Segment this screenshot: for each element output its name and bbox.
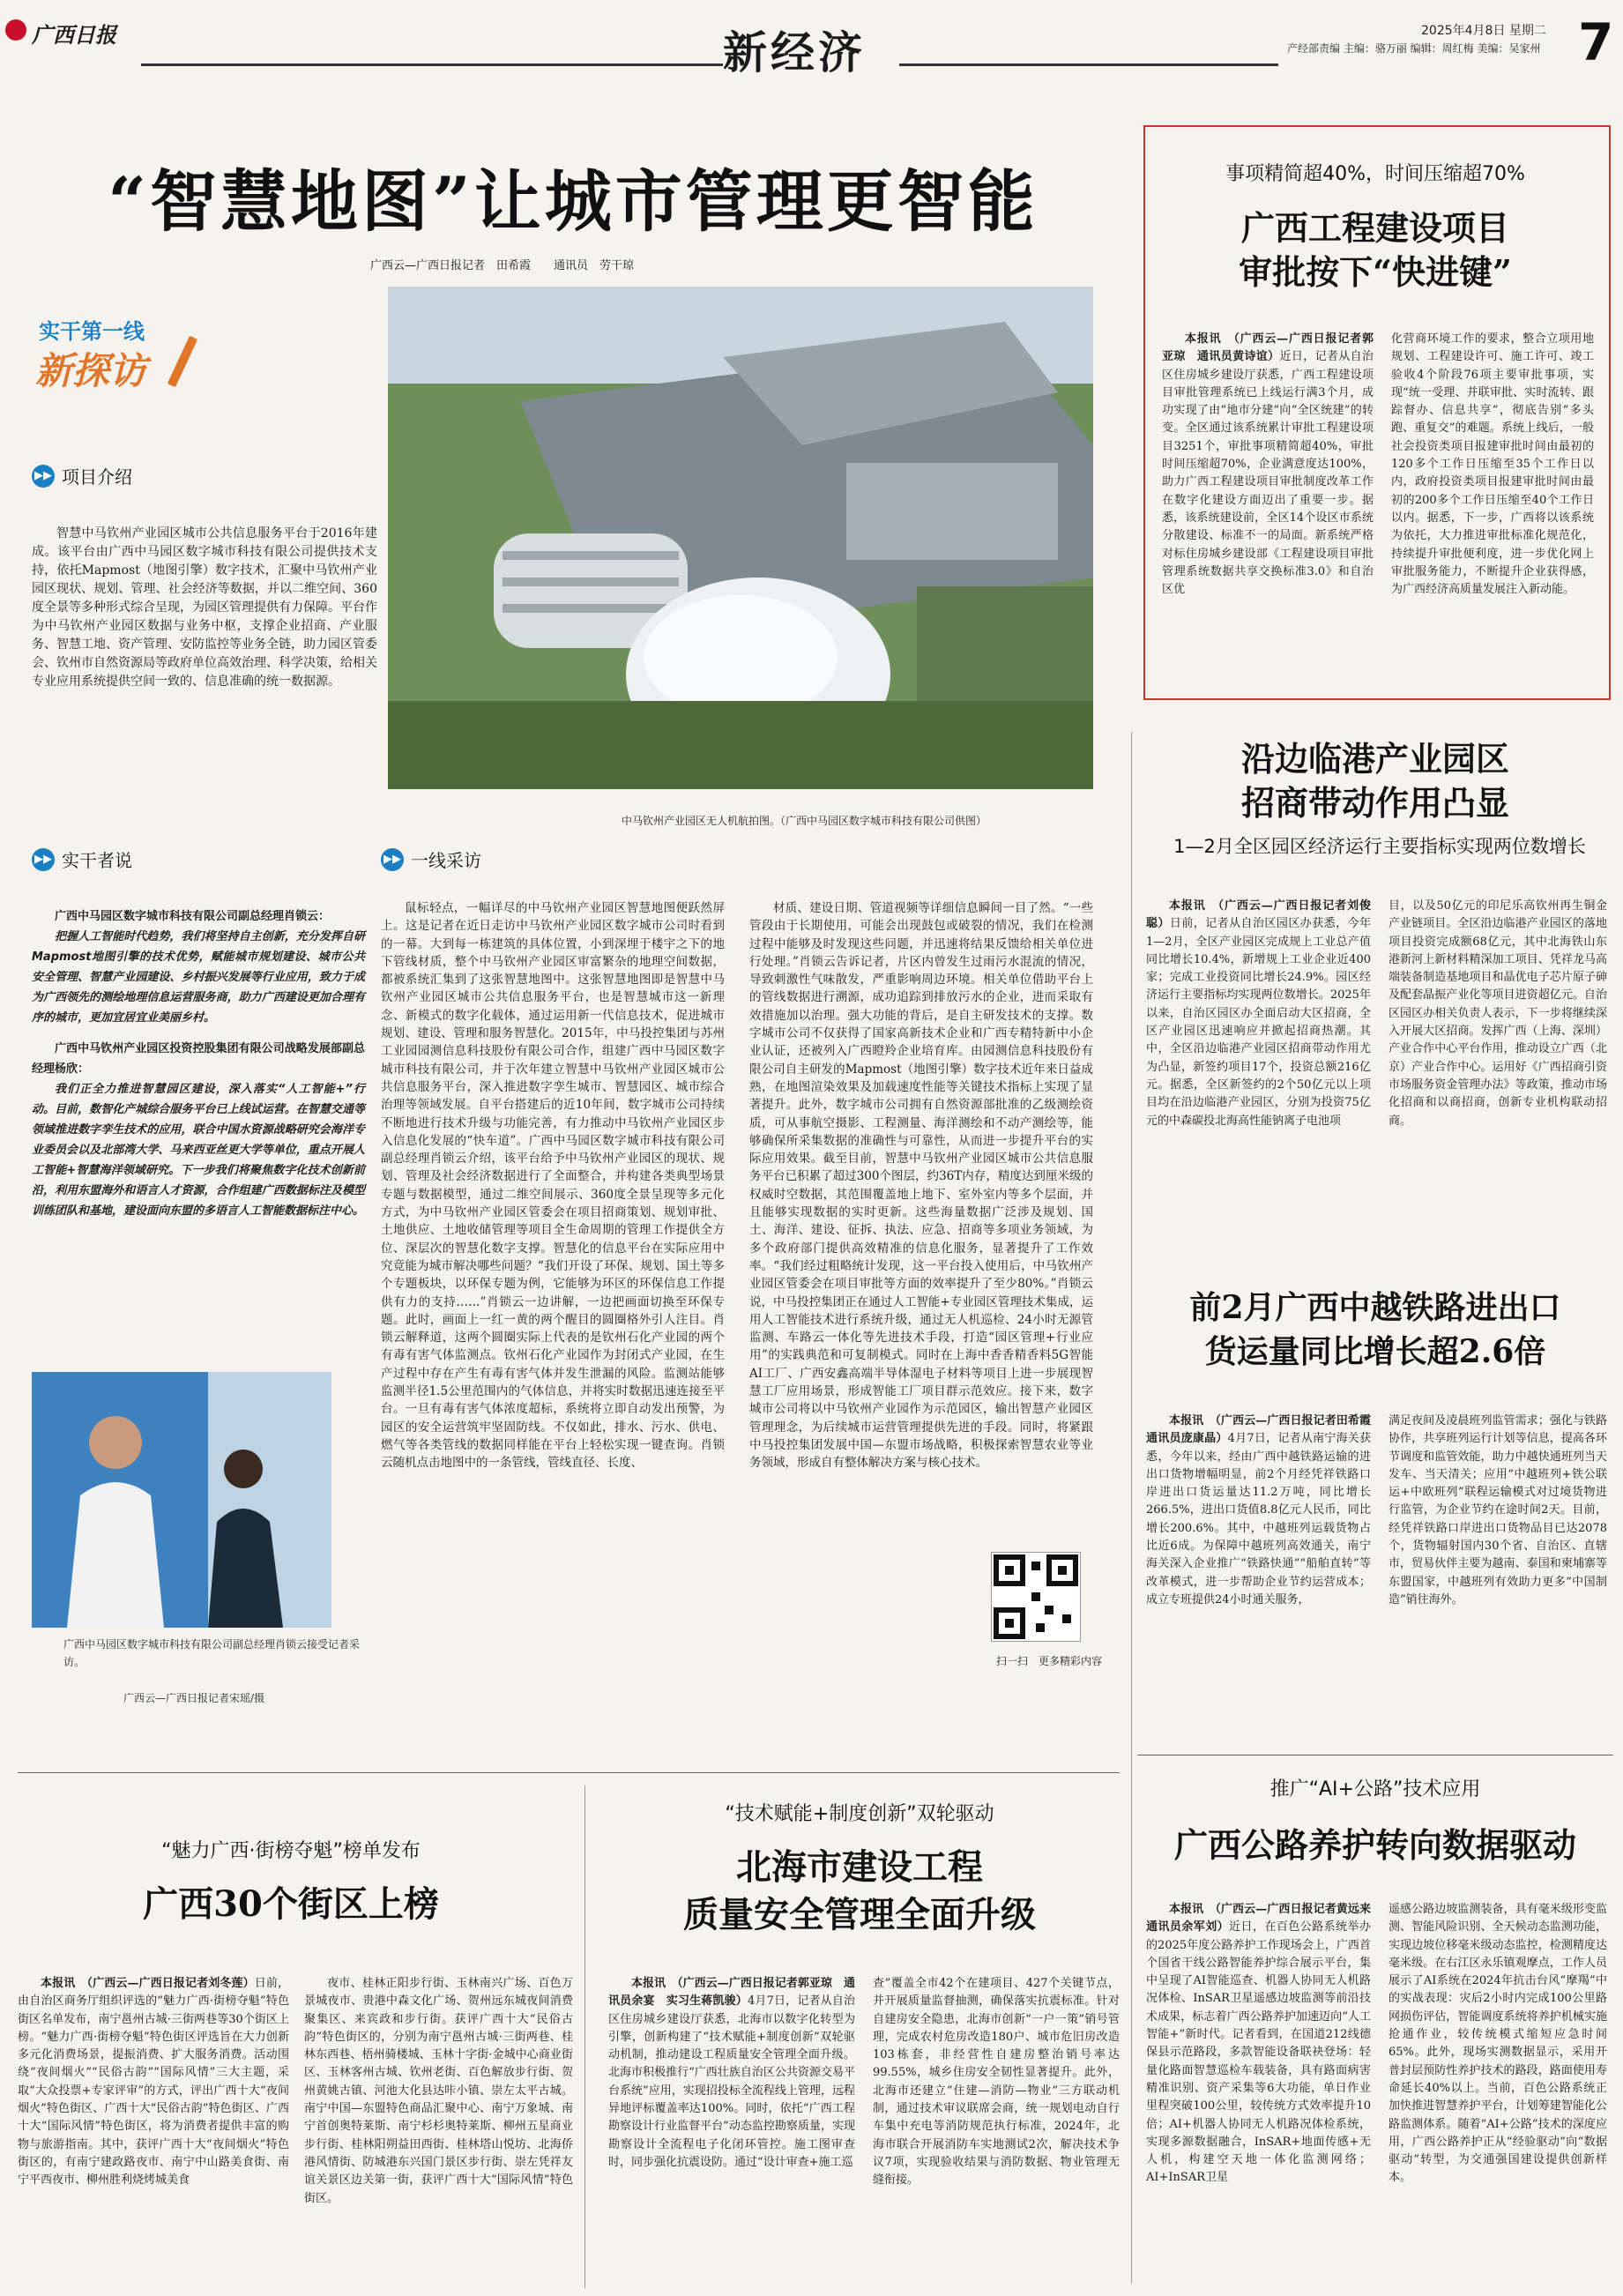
section-intro-tag: ▶▶ 项目介绍 bbox=[32, 463, 132, 488]
right-column-divider bbox=[1131, 732, 1132, 2284]
double-arrow-icon: ▶▶ bbox=[32, 848, 55, 871]
say1-text: 把握人工智能时代趋势，我们将坚持自主创新，充分发挥自研Mapmost地图引擎的技术优势，赋能城市规划建设、城市公共安全管理、智慧产业园建设、乡村振兴发展等行业应用，致力于成为广西领先的测绘地理信息运营服务商，助力广西建设更加合理有序的城市，更加宜居宜业美丽乡村。 bbox=[32, 930, 365, 1025]
rail-title-2: 货运量同比增长超2.6倍 bbox=[1204, 1333, 1546, 1370]
road-col-2: 遥感公路边坡监测装备，具有毫米级形变监测、智能风险识别、全天候动态监测功能，实现边坡位移毫米级动态监控，检测精度达毫米级。在右江区永乐镇观摩点，工作人员展示了AI系统在2024年抗击台风“摩羯”中的实战表现：灾后2小时内完成100公里路网损伤评估，智能调度系统将养护机械实施抢通作业，较传统模式缩短应急时间65%。此外，现场实测数据显示，采用开普封层预防性养护技术的路段，路面使用寿命延长40%以上。当前，百色公路系统正加快推进智慧养护平台，计划筹建智能化公路监测体系。随着“AI+公路”技术的深度应用，广西公路养护正从“经验驱动”向“数据驱动”转型，为交通强国建设提供创新样本。 bbox=[1388, 1903, 1607, 2185]
intro-text: 智慧中马钦州产业园区城市公共信息服务平台于2016年建成。该平台由广西中马园区数字城市科技有限公司提供技术支持，依托Mapmost（地图引擎）数字技术，汇聚中马钦州产业园区现状、规划、管理、社会经济等数据，并以二维空间、360度全景等多种形式综合呈现，为园区管理提供有力保障。平台作为中马钦州产业园区数据与业务中枢，支撑企业招商、产业服务、智慧工地、资产管理、安防监控等业务全链，助力园区管委会、钦州市自然资源局等政府单位高效治理、科学决策，给相关专业应用系统提供空间一致的、信息准确的统一数据源。 bbox=[32, 526, 377, 689]
hero-photo-caption: 中马钦州产业园区无人机航拍图。（广西中马园区数字城市科技有限公司供图） bbox=[622, 815, 987, 827]
rail-lead-in: 本报讯 （广西云—广西日报记者田希霞 通讯员庞康晶） bbox=[1146, 1414, 1383, 1446]
person-photo-caption: 广西中马园区数字城市科技有限公司副总经理肖锁云接受记者采访。 bbox=[63, 1638, 361, 1668]
park-col-2: 目，以及50亿元的印尼乐高钦州再生铜金产业链项目。全区沿边临港产业园区的落地项目投资完成额68亿元，其中北海铁山东港新河上新材料精深加工项目、凭祥龙马高端装备制造基地项目和晶优电子芯片原子砷及配套晶振产业化等项目进资超亿元。自治区园区办相关负责人表示，下一步将继续深入开展大区招商。发挥广西（上海、深圳）产业合作中心平台作用，推动设立广西（北京）产业合作中心。运用好《广西招商引资市场服务资金管理办法》等政策，推动市场化招商和以商招商，创新专业机构联动招商。 bbox=[1388, 899, 1607, 1128]
say1-heading: 广西中马园区数字城市科技有限公司副总经理肖锁云： bbox=[55, 910, 331, 923]
road-col-1: 本报讯 （广西云—广西日报记者黄远来 通讯员余军刘）近日，在百色公路系统举办的2025年度公路养护工作现场会上，广西首个国省干线公路智能养护综合展示平台，集中呈现了AI智能巡查、机器人协同无人机路况体检、InSAR卫星遥感边坡监测等前沿技术成果，标志着广西公路养护加速迈向“人工智能+”新时代。记者看到，在国道212线德保县示范路段，多款智能设备联袂登场：轻量化路面智慧巡检车载装备，具有路面病害精准识别、资产采集等6大功能，单日作业里程突破100公里，较传统方式效率提升10倍；AI+机器人协同无人机路况体检系统，实现多源数据融合，InSAR+地面传感+无人机，构建空天地一体化监测网络；AI+InSAR卫星 bbox=[1146, 1903, 1383, 2185]
lead-title: “智慧地图”让城市管理更智能 bbox=[108, 162, 1039, 241]
badge-main: 新探访 bbox=[35, 349, 147, 392]
street-col-1: 本报讯 （广西云—广西日报记者刘冬莲）日前，由自治区商务厅组织评选的“魅力广西·街榜夺魁”特色街区名单发布，南宁邕州古城·三街两巷等30个街区上榜。“魅力广西·街榜夺魁”特色街区评选旨在大力创新多元化消费场景，提振消费、扩大服务消费。活动围绕“夜间烟火”“民俗古韵”“国际风情”三大主题，采取“大众投票+专家评审”的方式，评出广西十大“夜间烟火”特色街区、广西十大“民俗古韵”特色街区、广西十大“国际风情”特色街区，将为消费者提供丰富的购物与旅游指南。其中，获评广西十大“夜间烟火”特色街区的，有南宁建政路夜市、南宁中山路美食街、南宁平西夜市、柳州胜利烧烤城美食 bbox=[18, 1977, 289, 2188]
rail-col-1: 本报讯 （广西云—广西日报记者田希霞 通讯员庞康晶）4月7日，记者从南宁海关获悉，今年以来，经由广西中越铁路运输的进出口货物增幅明显，前2个月经凭祥铁路口岸进出口货运量达11.2万吨，同比增长266.5%，进出口货值8.8亿元人民币，同比增长200.6%。其中，中越班列运载货物占比近6成。为保障中越班列高效通关，南宁海关深入企业推广“铁路快通”“船舶直转”等改革模式，进一步帮助企业节约运营成本；成立专班提供24小时通关服务， bbox=[1146, 1414, 1383, 1606]
road-lead-in: 本报讯 （广西云—广西日报记者黄远来 通讯员余军刘） bbox=[1146, 1903, 1383, 1934]
beihai-title-2: 质量安全管理全面升级 bbox=[683, 1894, 1036, 1935]
road-kicker: 推广“AI+公路”技术应用 bbox=[1269, 1778, 1481, 1800]
person-photo-credit: 广西云—广西日报记者宋瑶/摄 bbox=[123, 1692, 265, 1704]
street-title: 广西30个街区上榜 bbox=[143, 1883, 439, 1925]
hero-photo bbox=[388, 287, 1093, 789]
qr-code-icon bbox=[992, 1553, 1080, 1641]
editors-line: 产经部责编 主编：骆万丽 编辑：周红梅 美编：吴家州 bbox=[1287, 42, 1541, 55]
beihai-col-2: 查”覆盖全市42个在建项目、427个关键节点，并开展质量监督抽测，确保落实抗震标准。针对自建房安全隐患，北海市创新“一户一策”销号管理，完成农村危房改造180户、城市危旧房改造103栋套，非经营性自建房整治销号率达99.55%，城乡住房安全韧性显著提升。此外，北海市还建立“住建—消防—物业”三方联动机制，通过技术审议联席会商，统一规划电动自行车集中充电等消防规范执行标准，2024年，北海市联合开展消防车实地测试2次，解决技术争议7项，实现验收结果与消防数据、物业管理无缝衔接。 bbox=[873, 1977, 1120, 2188]
bottom-divider bbox=[18, 1772, 1120, 1773]
park-col-1: 本报讯 （广西云—广西日报记者刘俊聪）日前，记者从自治区园区办获悉，今年1—2月，全区产业园区完成规上工业总产值同比增长10.4%，新增规上工业企业近400家；完成工业投资同比增长24.9%。园区经济运行主要指标均实现两位数增长。2025年以来，自治区园区办全面启动大区招商，全区产业园区迅速响应并掀起招商热潮。其中，全区沿边临港产业园区招商带动作用尤为凸显，新签约项目17个，投资总额216亿元。据悉，全区新签约的2个50亿元以上项目均在沿边临港产业园区，分别为投资75亿元的中森碳投北海高性能钠离子电池项 bbox=[1146, 899, 1371, 1128]
logo-icon bbox=[5, 19, 26, 41]
hero-photo-illustration bbox=[388, 287, 1093, 789]
badge-top: 实干第一线 bbox=[39, 318, 145, 344]
beihai-kicker: “技术赋能+制度创新”双轮驱动 bbox=[725, 1803, 994, 1825]
lead-byline: 广西云—广西日报记者 田希霞 通讯员 劳干琼 bbox=[370, 259, 635, 272]
park-title-1: 沿边临港产业园区 bbox=[1240, 739, 1509, 779]
qr-caption: 扫一扫 更多精彩内容 bbox=[996, 1655, 1103, 1667]
person-photo bbox=[32, 1372, 331, 1628]
park-title-2: 招商带动作用凸显 bbox=[1240, 783, 1509, 823]
park-lead-in: 本报讯 （广西云—广西日报记者刘俊聪） bbox=[1146, 899, 1371, 931]
road-divider bbox=[1137, 1755, 1613, 1756]
approval-col-1: 本报讯 （广西云—广西日报记者郭亚琼 通讯员黄诗谊）近日，记者从自治区住房城乡建设厅获悉，广西工程建设项目审批管理系统已上线运行满3个月，成功实现了由“地市分建”向“全区统建”的转变。全区通过该系统累计审批工程建设项目3251个，审批事项精简超40%，审批时间压缩超70%，企业满意度达100%，助力广西工程建设项目审批制度改革工作在数字化建设方面迈出了重要一步。据悉，该系统建设前，全区14个设区市系统分散建设、标准不一的局面。新系统严格对标住房城乡建设部《工程建设项目审批管理系统数据共享交换标准3.0》和自治区优 bbox=[1162, 332, 1374, 597]
rail-title-1: 前2月广西中越铁路进出口 bbox=[1189, 1289, 1561, 1326]
section-name: 新经济 bbox=[723, 26, 866, 78]
visit-column-1: 鼠标轻点，一幅详尽的中马钦州产业园区智慧地图便跃然屏上。这是记者在近日走访中马钦州产业园区数字城市公司时看到的一幕。大到每一栋建筑的具体位置，小到深埋于楼宇之下的地下管线材质，整个中马钦州产业园区审富繁杂的地理空间数据，都被系统汇集到了这张智慧地图中。这张智慧地图即是智慧中马钦州产业园区城市公共信息服务平台，也是智慧城市这一新理念、新模式的数字化载体，通过运用新一代信息技术，促进城市规划、建设、管理和服务智慧化。2015年，中马投控集团与苏州工业园园测信息科技股份有限公司合作，组建广西中马园区数字城市科技有限公司，并于次年建立智慧中马钦州产业园区城市公共信息服务平台，深入推进数字孪生城市、智慧园区、城市综合治理等领域发展。自平台搭建后的近10年间，数字城市公司持续不断地进行技术升级与功能完善，有力推动中马钦州产业园区步入信息化发展的“快车道”。广西中马园区数字城市科技有限公司副总经理肖锁云介绍，该平台给予中马钦州产业园区的现状、规划、管理及社会经济数据进行了全面整合，并构建各类典型场景专题与数据模型，通过二维空间展示、360度全景呈现等多元化方式，为中马钦州产业园区管委会在项目招商策划、规划审批、土地供应、土地收储管理等项目全生命周期的管理工作提供全方位、深层次的智慧化数字支撑。智慧化的信息平台在实际应用中究竟能为城市解决哪些问题？“我们开设了环保、规划、国土等多个专题板块，以环保专题为例，它能够为环区的环保信息工作提供有力的支持……”肖锁云一边讲解，一边把画面切换至环保专题。此时，画面上一红一黄的两个醒目的圆圈格外引人注目。肖锁云解释道，这两个圆圈实际上代表的是钦州石化产业园的两个有毒有害气体监测点。钦州石化产业园作为封闭式产业园，在生产过程中存在产生有毒有害气体并发生泄漏的风险。监测站能够监测半径1.5公里范围内的气体信息，并将实时数据迅速连接至平台。一旦有毒有害气体浓度超标，系统将立即自动发出预警，为园区的安全运营筑牢坚固防线。不仅如此，排水、污水、供电、燃气等各类管线的数据同样能在平台上轻松实现一键查询。肖锁云随机点击地图中的一条管线，管线直径、长度、 bbox=[381, 901, 725, 1471]
say-column bbox=[32, 906, 365, 1221]
beihai-lead-in: 本报讯 （广西云—广西日报记者郭亚琼 通讯员余宴 实习生蒋凯骏） bbox=[608, 1977, 855, 2009]
issue-date: 2025年4月8日 星期二 bbox=[1421, 24, 1546, 38]
approval-kicker: 事项精简超40%，时间压缩超70% bbox=[1225, 163, 1525, 185]
street-kicker: “魅力广西·街榜夺魁”榜单发布 bbox=[161, 1840, 421, 1862]
qr-code[interactable] bbox=[991, 1552, 1081, 1642]
visit-column-2: 材质、建设日期、管道视频等详细信息瞬间一目了然。“一些管段由于长期使用，可能会出现鼓包或破裂的情况，我们在检测过程中能够及时发现这些问题，并迅速将结果反馈给相关单位进行处理。”肖锁云告诉记者，片区内曾发生过雨污水混流的情况，导致刺激性气味散发，严重影响周边环境。相关单位借助平台上的管线数据进行溯源，成功追踪到排放污水的企业，进而采取有效措施加以治理。强大功能的背后，是自主研发技术的支撑。数字城市公司不仅获得了国家高新技术企业和广西专精特新中小企业认证，还被列入广西瞪羚企业培育库。由园测信息科技股份有限公司自主研发的Mapmost（地图引擎）数字技术近年来日益成熟，在地图渲染效果及加载速度性能等关键技术指标上实现了显著提升。此外，数字城市公司拥有自然资源部批准的乙级测绘资质，可从事航空摄影、工程测量、海洋测绘和不动产测绘等，能够确保所采集数据的准确性与可靠性，从而进一步提升平台的实际应用效果。截至目前，智慧中马钦州产业园区城市公共信息服务平台已积累了超过300个图层，约36T内存，精度达到厘米级的权威时空数据，其范围覆盖地上地下、室外室内等多个层面，并且能够实现数据的实时更新。这些海量数据广泛涉及规划、国土、海洋、建设、征拆、执法、应急、招商等多项业务领域，为多个政府部门提供高效精准的信息化服务，显著提升了工作效率。“我们经过粗略统计发现，这一平台投入使用后，中马钦州产业园区管委会在项目审批等方面的效率提升了至少80%。”肖锁云说，中马投控集团正在通过人工智能+专业园区管理技术集成，运用人工智能技术进行系统升级，通过无人机巡检、24小时无源管监测、车路云一体化等先进技术手段，打造“园区管理+行业应用”的实践典范和可复制模式。同时在上海中香香精香料5G智能AI工厂、广西安鑫高端半导体湿电子材料等项目上进一步展现智慧工厂应用场景，形成智能工厂项目群示范效应。接下来，数字城市公司将以中马钦州产业园作为示范园区，输出智慧产业园区管理理念，为后续城市运营管理提供先进的手段。同时，将紧跟中马投控集团发展中国—东盟市场战略，积极探索智慧农业等业务领域，形成自有整体解决方案与核心技术。 bbox=[749, 901, 1093, 1471]
beihai-col-1: 本报讯 （广西云—广西日报记者郭亚琼 通讯员余宴 实习生蒋凯骏）4月7日，记者从自治区住房城乡建设厅获悉，北海市以数字化转型为引擎，创新构建了“技术赋能+制度创新”双轮驱动机制，推动建设工程质量安全管理全面升级。北海市积极推行“广西壮族自治区公共资源交易平台系统”应用，实现招投标全流程线上管理，远程异地评标覆盖率达100%。同时，依托“广西工程勘察设计行业监督平台”动态监控勘察质量，实现勘察设计全流程电子化闭环管控。施工图审查时，同步强化抗震设防。通过“设计审查+施工巡 bbox=[608, 1977, 855, 2169]
double-arrow-icon: ▶▶ bbox=[381, 848, 404, 871]
approval-lead-in: 本报讯 （广西云—广西日报记者郭亚琼 通讯员黄诗谊） bbox=[1162, 332, 1374, 364]
masthead bbox=[0, 0, 1623, 79]
masthead-rule-right bbox=[899, 63, 1278, 66]
street-lead-in: 本报讯 （广西云—广西日报记者刘冬莲） bbox=[41, 1977, 255, 1990]
rail-col-2: 满足夜间及凌晨班列监管需求；强化与铁路协作，共享班列运行计划等信息，提高各环节调度和监管效能，助力中越快通班列当天发车、当天清关；应用“中越班列+铁公联运+中欧班列”联程运输模式对过境货物进行监管，为企业节约在途时间2天。目前，经凭祥铁路口岸进出口货物品目已达2078个，货物辐射国内30个省、自治区、直辖市，贸易伙伴主要为越南、泰国和柬埔寨等东盟国家，中越班列有效助力更多“中国制造”销往海外。 bbox=[1388, 1414, 1607, 1606]
road-title: 广西公路养护转向数据驱动 bbox=[1173, 1825, 1576, 1865]
section-say-tag: ▶▶ 实干者说 bbox=[32, 846, 132, 872]
double-arrow-icon: ▶▶ bbox=[32, 465, 55, 488]
pencil-icon bbox=[168, 336, 197, 388]
approval-title-1: 广西工程建设项目 bbox=[1240, 208, 1509, 248]
approval-col-2: 化营商环境工作的要求，整合立项用地规划、工程建设许可、施工许可、竣工验收4个阶段76项主要审批事项，实现“统一受理、并联审批、实时流转、跟踪督办、信息共享”，彻底告别“多头跑、重复交”的难题。系统上线后，一般社会投资类项目报建审批时间由最初的120多个工作日压缩至35个工作日以内，政府投资类项目报建审批时间由最初的200多个工作日压缩至40个工作日以内。据悉，下一步，广西将以该系统为依托，大力推进审批标准化规范化，持续提升审批便利度，进一步优化网上审批服务能力，不断提升企业获得感，为广西经济高质量发展注入新动能。 bbox=[1391, 332, 1594, 597]
masthead-rule-left bbox=[141, 63, 723, 66]
street-col-2: 夜市、桂林正阳步行街、玉林南兴广场、百色万景城夜市、贵港中森文化广场、贺州远东城夜间消费聚集区、来宾政和步行街。获评广西十大“民俗古韵”特色街区的，分别为南宁邕州古城·三街两巷、桂林东西巷、梧州骑楼城、玉林十字街·金城中心商业街区、玉林客州古城、钦州老街、百色解放步行街、贺州黄姚古镇、河池大化县达咔小镇、崇左太平古城。南宁中国—东盟特色商品汇聚中心、南宁万象城、南宁首创奥特莱斯、南宁杉杉奥特莱斯、柳州五星商业步行街、桂林阳朔益田西街、桂林塔山悦坊、北海侨港风情街、防城港东兴国门景区步行街、崇左凭祥友谊关景区边关第一街，获评广西十大“国际风情”特色街区。 bbox=[304, 1977, 573, 2205]
say2-text: 我们正全力推进智慧园区建设，深入落实“人工智能+”行动。目前，数智化产城综合服务平台已上线试运营。在智慧交通等领域推进数字孪生技术的应用，联合中国水资源战略研究会海洋专业委员会以及北部湾大学、马来西亚丝更大学等单位，重点开展人工智能+智慧海洋领域研究。下一步我们将聚焦数字化技术创新前沿，利用东盟海外和语言人才资源，合作组建广西数据标注及模型训练团队和基地，建设面向东盟的多语言人工智能数据标注中心。 bbox=[32, 1083, 365, 1218]
person-photo-illustration bbox=[32, 1372, 331, 1628]
say2-heading: 广西中马钦州产业园区投资控股集团有限公司战略发展部副总经理杨欣： bbox=[32, 1042, 365, 1076]
bottom-mid-divider bbox=[584, 1785, 585, 2288]
approval-title-2: 审批按下“快进键” bbox=[1239, 252, 1512, 292]
beihai-title-1: 北海市建设工程 bbox=[736, 1846, 983, 1888]
section-visit-tag: ▶▶ 一线采访 bbox=[381, 846, 481, 872]
park-subtitle: 1—2月全区园区经济运行主要指标实现两位数增长 bbox=[1173, 836, 1586, 857]
masthead-logo: 广西日报 bbox=[32, 22, 116, 48]
page-number: 7 bbox=[1578, 12, 1614, 72]
